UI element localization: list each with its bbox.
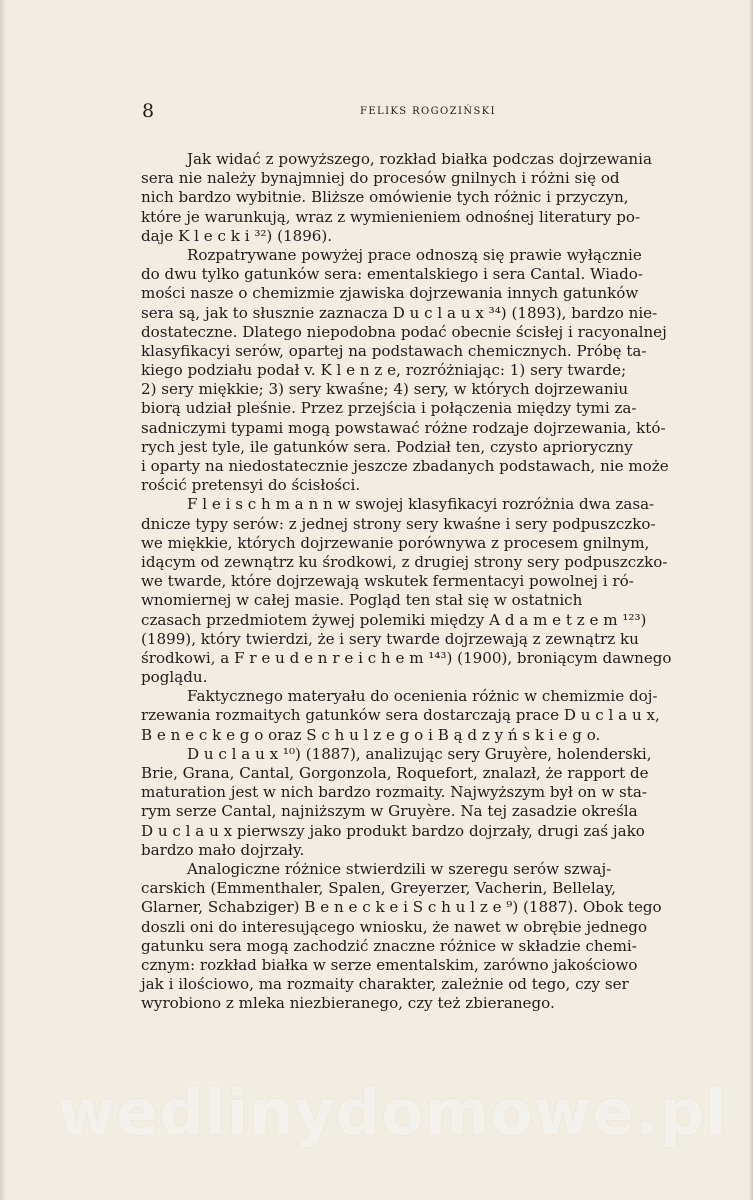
text-line: Brie, Grana, Cantal, Gorgonzola, Roquefort, znalazł, że rapport de [141, 764, 649, 782]
text-line: Analogiczne różnice stwierdzili w szeregu serów szwaj- [187, 859, 612, 878]
text-line: jak i ilościowo, ma rozmaity charakter, zależnie od tego, czy ser [141, 975, 629, 994]
text-line: D u c l a u x ¹⁰) (1887), analizując sery Gruyère, holenderski, [187, 744, 652, 763]
paragraph-4 [141, 687, 726, 745]
text-line: mości nasze o chemizmie zjawiska dojrzewania innych gatunków [141, 284, 639, 303]
text-line: 2) sery miękkie; 3) sery kwaśne; 4) sery, w których dojrzewaniu [141, 380, 629, 399]
text-line: maturation jest w nich bardzo rozmaity. Najwyższym był on w sta- [141, 783, 647, 802]
text-line: do dwu tylko gatunków sera: ementalskiego i sera Cantal. Wiado- [141, 265, 643, 284]
text-line: środkowi, a F r e u d e n r e i c h e m ¹⁴³) (1900), broniącym dawnego [141, 648, 672, 667]
text-line: Faktycznego materyału do ocenienia różnic w chemizmie doj- [187, 687, 658, 706]
text-line: Jak widać z powyższego, rozkład białka podczas dojrzewania [187, 150, 652, 168]
text-line: które je warunkują, wraz z wymienieniem odnośnej literatury po- [141, 207, 641, 226]
paragraph-2 [141, 246, 726, 495]
text-line: nich bardzo wybitnie. Bliższe omówienie tych różnic i przyczyn, [141, 188, 629, 207]
text-line: sera są, jak to słusznie zaznacza D u c l a u x ³⁴) (1893), bardzo nie- [141, 303, 658, 322]
running-head-author: FELIKS ROGOZIŃSKI [360, 106, 496, 117]
text-line: D u c l a u x pierwszy jako produkt bardzo dojrzały, drugi zaś jako [141, 821, 645, 840]
text-line: rościć pretensyi do ścisłości. [141, 476, 361, 495]
page-number: 8 [142, 100, 155, 122]
text-line: gatunku sera mogą zachodzić znaczne różnice w składzie chemi- [141, 936, 637, 955]
paragraph-6 [141, 860, 726, 1014]
text-line: czasach przedmiotem żywej polemiki między A d a m e t z e m ¹²³) [141, 610, 647, 629]
text-line: biorą udział pleśnie. Przez przejścia i połączenia między tymi za- [141, 399, 637, 418]
text-line: sera nie należy bynajmniej do procesów gnilnych i różni się od [141, 169, 620, 188]
paragraph-1 [141, 150, 726, 246]
text-line: we twarde, które dojrzewają wskutek fermentacyi powolnej i ró- [141, 572, 634, 591]
text-line: bardzo mało dojrzały. [141, 840, 305, 859]
text-line: idącym od zewnątrz ku środkowi, z drugiej strony sery podpuszczko- [141, 552, 668, 571]
text-line: rym serze Cantal, najniższym w Gruyère. Na tej zasadzie określa [141, 802, 638, 821]
text-line: poglądu. [141, 668, 208, 687]
text-line: daje K l e c k i ³²) (1896). [141, 226, 333, 245]
text-line: rzewania rozmaitych gatunków sera dostarczają prace D u c l a u x, [141, 706, 660, 725]
watermark: wedlinydomowe.pl [58, 1076, 728, 1149]
text-line: wnomiernej w całej masie. Pogląd ten stał się w ostatnich [141, 591, 583, 610]
page-left-edge-shadow [0, 0, 6, 1200]
text-line: Glarner, Schabziger) B e n e c k e i S c h u l z e ⁹) (1887). Obok tego [141, 898, 662, 917]
text-line: i oparty na niedostatecznie jeszcze zbadanych podstawach, nie może [141, 457, 669, 475]
body-text [141, 150, 726, 1013]
text-line: klasyfikacyi serów, opartej na podstawach chemicznych. Próbę ta- [141, 341, 647, 360]
text-line: we miękkie, których dojrzewanie porównywa z procesem gnilnym, [141, 533, 650, 552]
text-line: cznym: rozkład białka w serze ementalskim, zarówno jakościowo [141, 955, 638, 974]
text-line: carskich (Emmenthaler, Spalen, Greyerzer, Vacherin, Bellelay, [141, 879, 616, 898]
page-right-edge-shadow [749, 0, 753, 1200]
text-line: sadniczymi typami mogą powstawać różne rodzaje dojrzewania, któ- [141, 418, 666, 437]
text-line: rych jest tyle, ile gatunków sera. Podział ten, czysto aprioryczny [141, 437, 633, 456]
text-line: F l e i s c h m a n n w swojej klasyfikacyi rozróżnia dwa zasa- [187, 495, 655, 514]
text-line: B e n e c k e g o oraz S c h u l z e g o i B ą d z y ń s k i e g o. [141, 725, 601, 744]
text-line: Rozpatrywane powyżej prace odnoszą się prawie wyłącznie [187, 245, 642, 264]
paragraph-5 [141, 745, 726, 860]
paragraph-3 [141, 495, 726, 687]
text-line: doszli oni do interesującego wniosku, że nawet w obrębie jednego [141, 917, 648, 936]
text-line: wyrobiono z mleka niezbieranego, czy też zbieranego. [141, 994, 555, 1013]
text-line: dostateczne. Dlatego niepodobna podać obecnie ścisłej i racyonalnej [141, 322, 667, 341]
text-line: dnicze typy serów: z jednej strony sery kwaśne i sery podpuszczko- [141, 514, 656, 533]
text-line: (1899), który twierdzi, że i sery twarde dojrzewają z zewnątrz ku [141, 629, 639, 648]
text-line: kiego podziału podał v. K l e n z e, rozróżniając: 1) sery twarde; [141, 361, 627, 380]
